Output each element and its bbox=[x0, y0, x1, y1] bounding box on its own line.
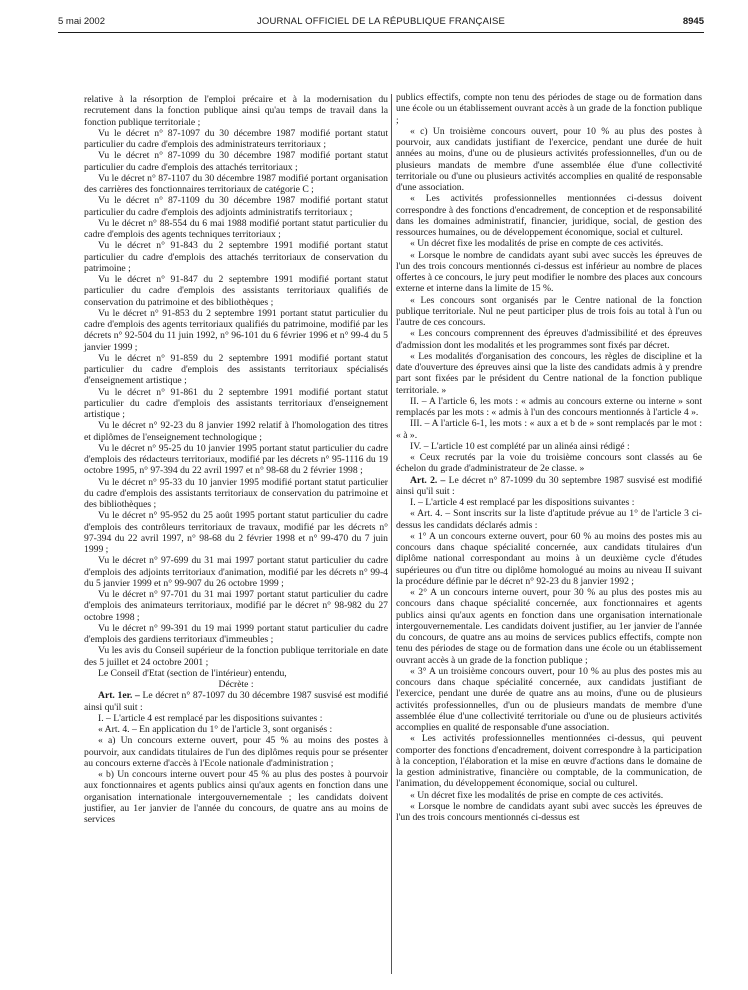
paragraph-text: Vu le décret n° 91-861 du 2 septembre 1991 modifié portant statut particulier du cadre d'emplois des assistants territoriaux d'enseignement artistique ; bbox=[84, 386, 388, 420]
paragraph-text: « Les activités professionnelles mentionnées ci-dessus, qui peuvent comporter des fonctions d'encadrement, doivent correspondre à la participation à la conception, l'élaboration et la mise en œuvre d'actions dans le domaine de la gestion administrative, financière ou comptable, de la communication, de l'animation, du développement économique, social ou culturel. bbox=[396, 733, 702, 790]
paragraph-text: Vu le décret n° 95-25 du 10 janvier 1995 portant statut particulier du cadre d'emplois des rédacteurs territoriaux, modifié par les décrets n° 95-1116 du 19 octobre 1995, n° 97-394 du 22 avril 1997 et n° 98-68 du 2 février 1998 ; bbox=[84, 442, 388, 477]
paragraph bbox=[396, 666, 702, 734]
paragraph-text: Vu le décret n° 87-1099 du 30 décembre 1987 modifié portant statut particulier du cadre d'emplois des attachés territoriaux ; bbox=[84, 150, 388, 173]
paragraph-text: Vu le décret n° 91-853 du 2 septembre 1991 portant statut particulier du cadre d'emplois des agents territoriaux qualifiés du patrimoine, modifié par les décrets n° 92-504 du 11 juin 1992, n° 96-101 du 6 février 1996 et n° 99-4 du 5 janvier 1999 ; bbox=[84, 307, 388, 353]
paragraph-text: « Ceux recrutés par la voie du troisième concours sont classés au 6e échelon du grade d'administrateur de 2e classe. » bbox=[396, 452, 702, 475]
paragraph bbox=[84, 690, 388, 713]
paragraph bbox=[396, 733, 702, 789]
paragraph bbox=[396, 396, 702, 419]
paragraph bbox=[396, 92, 702, 126]
paragraph bbox=[396, 790, 702, 801]
paragraph bbox=[396, 801, 702, 824]
paragraph-text: Vu le décret n° 92-23 du 8 janvier 1992 relatif à l'homologation des titres et diplômes de l'enseignement technologique ; bbox=[84, 420, 388, 443]
page-header bbox=[58, 16, 704, 30]
paragraph bbox=[84, 589, 388, 623]
paragraph bbox=[84, 443, 388, 477]
paragraph bbox=[84, 420, 388, 443]
paragraph-text: « Un décret fixe les modalités de prise en compte de ces activités. bbox=[410, 238, 664, 250]
paragraph-text: « Art. 4. – Sont inscrits sur la liste d'aptitude prévue au 1° de l'article 3 ci-dessus les candidats déclarés admis : bbox=[396, 508, 702, 531]
paragraph bbox=[396, 475, 702, 498]
paragraph bbox=[84, 128, 388, 151]
header-rule bbox=[58, 32, 704, 33]
paragraph-text: Décrète : bbox=[218, 679, 254, 690]
paragraph bbox=[84, 713, 388, 724]
paragraph bbox=[396, 441, 702, 452]
paragraph-text: Vu le décret n° 97-699 du 31 mai 1997 portant statut particulier du cadre d'emplois des adjoints territoriaux d'animation, modifié par les décrets n° 99-4 du 5 janvier 1999 et n° 99-907 du 26 octobre 1999 ; bbox=[84, 555, 388, 589]
paragraph-text: « Art. 4. – En application du 1° de l'article 3, sont organisés : bbox=[98, 724, 333, 735]
paragraph-text: relative à la résorption de l'emploi précaire et à la modernisation du recrutement dans la fonction publique ainsi qu'au temps de travail dans la fonction publique territoriale ; bbox=[84, 94, 388, 128]
paragraph-text: Vu le décret n° 88-554 du 6 mai 1988 modifié portant statut particulier du cadre d'emplois des agents techniques territoriaux ; bbox=[84, 217, 388, 240]
paragraph-text: Vu le décret n° 87-1109 du 30 décembre 1987 modifié portant statut particulier du cadre d'emplois des adjoints administratifs territoriaux ; bbox=[84, 195, 388, 218]
paragraph bbox=[396, 531, 702, 587]
paragraph bbox=[84, 387, 388, 421]
left-column bbox=[84, 94, 388, 825]
paragraph-text: Le décret n° 87-1097 du 30 décembre 1987 susvisé est modifié ainsi qu'il suit : bbox=[84, 690, 388, 713]
article-lead: Art. 1er. – bbox=[98, 690, 140, 702]
paragraph-text: Vu le décret n° 91-847 du 2 septembre 1991 modifié portant statut particulier du cadre d'emplois des assistants territoriaux qualifiés de conservation du patrimoine et des bibliothèques ; bbox=[84, 274, 388, 308]
paragraph-text: II. – A l'article 6, les mots : « admis au concours externe ou interne » sont remplacés par les mots : « admis à l'un des concours mentionnés à l'article 4 ». bbox=[396, 395, 702, 418]
paragraph bbox=[396, 126, 702, 194]
paragraph bbox=[84, 173, 388, 196]
paragraph-text: Vu le décret n° 91-859 du 2 septembre 1991 modifié portant statut particulier du cadre d'emplois des assistants territoriaux spécialisés d'enseignement artistique ; bbox=[84, 352, 388, 387]
paragraph bbox=[84, 308, 388, 353]
paragraph-text: « Les activités professionnelles mentionnées ci-dessus doivent correspondre à des fonctions d'encadrement, de conception et de responsabilité dans les domaines administratif, financier, juridique, social, de gestion des ressources humaines, ou de développement économique, social et culturel. bbox=[396, 193, 702, 238]
paragraph-text: « b) Un concours interne ouvert pour 45 % au plus des postes à pourvoir aux fonctionnaires et agents publics ainsi qu'aux agents en fonction dans une organisation internationale intergouvernementale ; les candidats doivent justifier, au 1er janvier de l'année du concours, de quatre ans au moins de services bbox=[84, 769, 388, 825]
paragraph-text: Vu le décret n° 95-952 du 25 août 1995 portant statut particulier du cadre d'emplois des contrôleurs territoriaux de travaux, modifié par les décrets n° 97-394 du 22 avril 1997, n° 98-68 du 2 février 1998 et n° 99-470 du 7 juin 1999 ; bbox=[84, 510, 388, 555]
paragraph bbox=[396, 328, 702, 351]
paragraph bbox=[84, 735, 388, 769]
paragraph-text: « 1° A un concours externe ouvert, pour 60 % au moins des postes mis au concours dans chaque spécialité concernée, aux candidats titulaires d'un diplôme national correspondant au moins à un deuxième cycle d'études supérieures ou d'un titre ou diplôme homologué au moins au niveau II suivant la procédure définie par le décret n° 92-23 du 8 janvier 1992 ; bbox=[396, 530, 702, 587]
paragraph bbox=[396, 295, 702, 329]
right-column bbox=[396, 92, 702, 823]
header-date: 5 mai 2002 bbox=[58, 16, 106, 27]
paragraph-text: I. – L'article 4 est remplacé par les dispositions suivantes : bbox=[410, 497, 635, 508]
paragraph-text: « Un décret fixe les modalités de prise en compte de ces activités. bbox=[410, 789, 664, 801]
page-number: 8945 bbox=[682, 16, 704, 27]
paragraph-text: Le Conseil d'Etat (section de l'intérieur) entendu, bbox=[98, 667, 287, 679]
paragraph-text: « Lorsque le nombre de candidats ayant subi avec succès les épreuves de l'un des trois concours mentionnés ci-dessus est inférieur au nombre de places offertes à ce concours, le jury peut modifier le nombre des places aux concours externe et interne dans la limite de 15 %. bbox=[396, 249, 702, 295]
paragraph bbox=[84, 150, 388, 173]
article-lead: Art. 2. – bbox=[410, 474, 446, 486]
paragraph bbox=[84, 353, 388, 387]
paragraph bbox=[396, 497, 702, 508]
paragraph bbox=[84, 94, 388, 128]
paragraph bbox=[396, 452, 702, 475]
paragraph-text: « a) Un concours externe ouvert, pour 45 % au moins des postes à pourvoir, aux candidats titulaires de l'un des diplômes requis pour se présenter au concours externe d'accès à l'Ecole nationale d'administration ; bbox=[84, 735, 388, 769]
paragraph bbox=[84, 623, 388, 646]
paragraph bbox=[84, 769, 388, 825]
paragraph bbox=[84, 274, 388, 308]
column-divider bbox=[391, 94, 392, 974]
paragraph-text: « Lorsque le nombre de candidats ayant subi avec succès les épreuves de l'un des trois concours mentionnés ci-dessus est bbox=[396, 800, 702, 823]
paragraph bbox=[396, 418, 702, 441]
paragraph bbox=[396, 193, 702, 238]
paragraph-text: Le décret n° 87-1099 du 30 septembre 1987 susvisé est modifié ainsi qu'il suit : bbox=[396, 474, 702, 497]
paragraph-text: Vu le décret n° 95-33 du 10 janvier 1995 modifié portant statut particulier du cadre d'emplois des assistants territoriaux de conservation du patrimoine et des bibliothèques ; bbox=[84, 476, 388, 510]
paragraph bbox=[396, 351, 702, 396]
paragraph-text: « Les concours comprennent des épreuves d'admissibilité et des épreuves d'admission dont les modalités et les programmes sont fixés par décret. bbox=[396, 328, 702, 351]
paragraph-text: III. – A l'article 6-1, les mots : « aux a et b de » sont remplacés par le mot : « à ». bbox=[396, 418, 702, 441]
paragraph bbox=[396, 508, 702, 531]
paragraph-text: Vu le décret n° 87-1107 du 30 décembre 1987 modifié portant organisation des carrières des fonctionnaires territoriaux de catégorie C ; bbox=[84, 172, 388, 195]
paragraph bbox=[84, 477, 388, 511]
paragraph-text: « Les concours sont organisés par le Centre national de la fonction publique territoriale. Nul ne peut participer plus de trois fois au total à l'un ou l'autre de ces concours. bbox=[396, 294, 702, 328]
paragraph bbox=[84, 679, 388, 690]
paragraph bbox=[396, 238, 702, 249]
paragraph bbox=[84, 218, 388, 241]
paragraph bbox=[84, 555, 388, 589]
paragraph bbox=[84, 510, 388, 555]
paragraph bbox=[84, 645, 388, 668]
journal-title: JOURNAL OFFICIEL DE LA RÉPUBLIQUE FRANÇAISE bbox=[256, 16, 506, 27]
paragraph-text: Vu le décret n° 87-1097 du 30 décembre 1987 modifié portant statut particulier du cadre d'emplois des administrateurs territoriaux ; bbox=[84, 127, 388, 150]
paragraph-text: Vu le décret n° 91-843 du 2 septembre 1991 modifié portant statut particulier du cadre d'emplois des attachés territoriaux de conservation du patrimoine ; bbox=[84, 240, 388, 274]
paragraph bbox=[396, 250, 702, 295]
paragraph-text: « 2° A un concours interne ouvert, pour 30 % au plus des postes mis au concours dans chaque spécialité concernée, aux fonctionnaires et agents publics ainsi qu'aux agents en fonction dans une organisation internationale intergouvernementale. Les candidats doivent justifier, au 1er janvier de l'année du concours, de quatre ans au moins de services publics effectifs, compte non tenu des périodes de stage ou de formation dans une école ou un établissement ouvrant accès à un grade de la fonction publique ; bbox=[396, 587, 702, 666]
paragraph bbox=[84, 724, 388, 735]
paragraph bbox=[84, 668, 388, 679]
paragraph-text: Vu le décret n° 97-701 du 31 mai 1997 portant statut particulier du cadre d'emplois des animateurs territoriaux, modifié par le décret n° 98-982 du 27 octobre 1998 ; bbox=[84, 589, 388, 623]
paragraph-text: Vu les avis du Conseil supérieur de la fonction publique territoriale en date des 5 juillet et 24 octobre 2001 ; bbox=[84, 645, 388, 668]
paragraph-text: publics effectifs, compte non tenu des périodes de stage ou de formation dans une école ou un établissement ouvrant accès à un grade de la fonction publique ; bbox=[396, 92, 702, 126]
paragraph bbox=[84, 240, 388, 274]
paragraph-text: IV. – L'article 10 est complété par un alinéa ainsi rédigé : bbox=[410, 440, 630, 452]
paragraph bbox=[84, 195, 388, 218]
paragraph-text: « Les modalités d'organisation des concours, les règles de discipline et la date d'ouverture des épreuves ainsi que la liste des candidats admis à y prendre part sont fixées par le président du Centre national de la fonction publique territoriale. » bbox=[396, 350, 702, 396]
paragraph bbox=[396, 587, 702, 666]
paragraph-text: Vu le décret n° 99-391 du 19 mai 1999 portant statut particulier du cadre d'emplois des gardiens territoriaux d'immeubles ; bbox=[84, 622, 388, 645]
paragraph-text: I. – L'article 4 est remplacé par les dispositions suivantes : bbox=[98, 712, 323, 724]
paragraph-text: « 3° A un troisième concours ouvert, pour 10 % au plus des postes mis au concours dans chaque spécialité concernée, aux candidats justifiant de l'exercice, pendant une durée de quatre ans au moins, d'une ou de plusieurs activités professionnelles, d'un ou de plusieurs mandats de membre d'une assemblée élue d'une collectivité territoriale ou d'une ou de plusieurs activités accomplies en qualité de responsable d'une association. bbox=[396, 665, 702, 733]
paragraph-text: « c) Un troisième concours ouvert, pour 10 % au plus des postes à pourvoir, aux candidats justifiant de l'exercice, pendant une durée de huit années au moins, d'une ou de plusieurs activités professionnelles, d'un ou de plusieurs mandats de membre d'une assemblée élue d'une collectivité territoriale ou d'une ou plusieurs activités accomplies en qualité de responsable d'une association. bbox=[396, 125, 702, 193]
